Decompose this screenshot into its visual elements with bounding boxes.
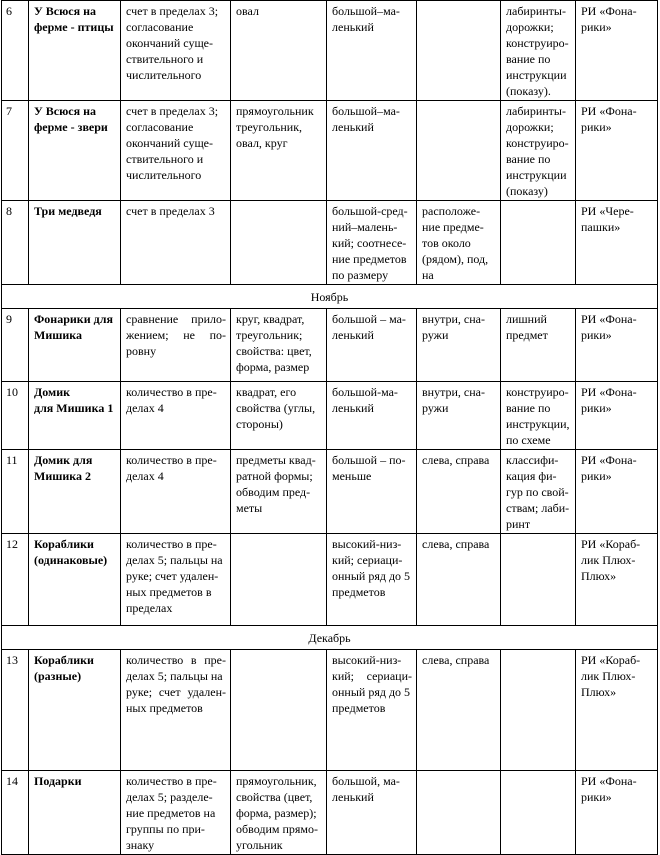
game-cell (576, 201, 658, 285)
cell-line: ферме - звери (34, 120, 108, 134)
cell-line: расположе- (422, 204, 481, 218)
content-count-cell (121, 771, 231, 855)
cell-line: онный ряд до 5 (332, 569, 411, 583)
cell-line: Домик для (34, 453, 93, 467)
cell-line: ленький (332, 790, 374, 804)
table-row (2, 771, 658, 855)
game-cell (576, 1, 658, 101)
cell-line: делах 5; пальцы на (126, 669, 223, 683)
cell-line: РИ «Фона- (581, 4, 637, 18)
cell-line: (рядом), под, (422, 252, 489, 266)
cell-line: руке; счет удален- (126, 569, 219, 583)
cell-line: знаку (126, 838, 155, 852)
content-count-cell (121, 650, 231, 771)
cell-line: стороны) (236, 417, 283, 431)
table-row (2, 1, 658, 101)
cell-line: квадрат, его (236, 385, 297, 399)
cell-line: Три медведя (34, 204, 102, 218)
space-cell (417, 534, 501, 626)
row-number: 8 (2, 201, 29, 285)
logic-cell (501, 450, 576, 534)
cell-line: на (422, 268, 434, 282)
table-row (2, 309, 658, 382)
cell-line: меты (236, 501, 263, 515)
topic-cell (29, 534, 121, 626)
cell-line: Подарки (34, 774, 82, 788)
content-count-cell (121, 309, 231, 382)
cell-line: ние предметов (332, 252, 407, 266)
cell-line: ленький (332, 401, 374, 415)
cell-line: инструкции, (506, 417, 570, 431)
cell-line: вание по (506, 52, 551, 66)
cell-line: обводим пред- (236, 485, 311, 499)
cell-line: (показу). (506, 84, 551, 98)
size-cell (327, 650, 417, 771)
game-cell (576, 650, 658, 771)
game-cell (576, 101, 658, 201)
cell-line: Мишика 2 (34, 469, 92, 483)
topic-cell (29, 771, 121, 855)
cell-line: слева, справа (422, 537, 490, 551)
size-cell (327, 101, 417, 201)
month-header: Декабрь (2, 626, 658, 650)
cell-line: кий; соотнесе- (332, 236, 407, 250)
cell-line: дорожки; (506, 20, 554, 34)
cell-line: гур по свой- (506, 485, 569, 499)
cell-line: большой-сред- (332, 204, 408, 218)
cell-line: угольник (236, 838, 283, 852)
logic-cell (501, 201, 576, 285)
cell-line: лик Плюх- (581, 553, 636, 567)
cell-line: прямоугольник (236, 104, 314, 118)
logic-cell (501, 309, 576, 382)
cell-line: РИ «Фона- (581, 453, 637, 467)
cell-line: треугольник; (236, 328, 303, 342)
cell-line: рики» (581, 401, 612, 415)
logic-cell (501, 1, 576, 101)
cell-line: предметы квад- (236, 453, 316, 467)
topic-cell (29, 382, 121, 450)
space-cell (417, 1, 501, 101)
content-count-cell (121, 201, 231, 285)
cell-line: числительного (126, 68, 202, 82)
cell-line: пашки» (581, 220, 621, 234)
cell-line: РИ «Фона- (581, 774, 637, 788)
cell-line: делах 5; пальцы на (126, 553, 223, 567)
topic-cell (29, 450, 121, 534)
cell-line: дорожки; (506, 120, 554, 134)
cell-line: Кораблики (34, 653, 94, 667)
cell-line: У Всюся на (34, 104, 97, 118)
space-cell (417, 101, 501, 201)
cell-line: сравнение прило- (126, 312, 226, 326)
cell-line: РИ «Фона- (581, 104, 637, 118)
cell-line: группы по при- (126, 822, 205, 836)
cell-line: большой–ма- (332, 104, 400, 118)
cell-line: ровну (126, 344, 157, 358)
logic-cell (501, 650, 576, 771)
row-number: 13 (2, 650, 29, 771)
cell-line: высокий-низ- (332, 653, 402, 667)
cell-line: вание по (506, 401, 551, 415)
table-row (2, 450, 658, 534)
cell-line: количество в пре- (126, 385, 217, 399)
cell-line: ние предметов на (126, 806, 216, 820)
cell-line: предметов (332, 585, 386, 599)
cell-line: Фонарики для (34, 312, 113, 326)
cell-line: круг, квадрат, (236, 312, 305, 326)
cell-line: ных предметов в (126, 585, 212, 599)
content-count-cell (121, 534, 231, 626)
cell-line: согласование (126, 20, 194, 34)
shapes-cell (231, 650, 327, 771)
cell-line: свойства: цвет, (236, 344, 312, 358)
cell-line: ринт (506, 517, 531, 531)
cell-line: лабиринты- (506, 4, 566, 18)
size-cell (327, 1, 417, 101)
size-cell (327, 201, 417, 285)
cell-line: пределах (126, 601, 173, 615)
cell-line: ленький (332, 20, 374, 34)
cell-line: вание по (506, 152, 551, 166)
cell-line: количество в пре- (126, 537, 217, 551)
cell-line: количество в пре- (126, 774, 217, 788)
table-row (2, 382, 658, 450)
logic-cell (501, 534, 576, 626)
cell-line: большой, ма- (332, 774, 400, 788)
topic-cell (29, 309, 121, 382)
cell-line: счет в пределах 3; (126, 4, 219, 18)
cell-line: РИ «Фона- (581, 312, 637, 326)
shapes-cell (231, 101, 327, 201)
row-number: 12 (2, 534, 29, 626)
cell-line: Кораблики (34, 537, 94, 551)
space-cell (417, 650, 501, 771)
space-cell (417, 201, 501, 285)
shapes-cell (231, 309, 327, 382)
cell-line: ленький (332, 328, 374, 342)
cell-line: кий; сериаци- (332, 669, 412, 683)
size-cell (327, 534, 417, 626)
shapes-cell (231, 771, 327, 855)
cell-line: конструиро- (506, 136, 569, 150)
cell-line: по схеме (506, 433, 551, 447)
cell-line: большой-ма- (332, 385, 398, 399)
cell-line: рики» (581, 20, 612, 34)
cell-line: лишний (506, 312, 547, 326)
cell-line: большой – ма- (332, 312, 406, 326)
cell-line: тов около (422, 236, 471, 250)
cell-line: предмет (506, 328, 548, 342)
content-count-cell (121, 382, 231, 450)
cell-line: ферме - птицы (34, 20, 114, 34)
cell-line: форма, размер (236, 360, 310, 374)
cell-line: рики» (581, 469, 612, 483)
cell-line: лик Плюх- (581, 669, 636, 683)
shapes-cell (231, 534, 327, 626)
cell-line: внутри, сна- (422, 385, 485, 399)
cell-line: У Всюся на (34, 4, 97, 18)
space-cell (417, 309, 501, 382)
cell-line: ратной формы; (236, 469, 313, 483)
cell-line: Плюх» (581, 569, 617, 583)
shapes-cell (231, 1, 327, 101)
shapes-cell (231, 450, 327, 534)
cell-line: меньше (332, 469, 372, 483)
space-cell (417, 450, 501, 534)
cell-line: делах 4 (126, 401, 164, 415)
cell-line: обводим прямо- (236, 822, 318, 836)
cell-line: инструкции (506, 168, 567, 182)
cell-line: овал (236, 4, 259, 18)
cell-line: жением; не по- (126, 328, 226, 342)
content-count-cell (121, 1, 231, 101)
cell-line: Домик (34, 385, 71, 399)
cell-line: делах 4 (126, 469, 164, 483)
cell-line: числительного (126, 168, 202, 182)
cell-line: РИ «Чере- (581, 204, 634, 218)
logic-cell (501, 382, 576, 450)
cell-line: ружи (422, 401, 449, 415)
cell-line: ствительного и (126, 152, 204, 166)
row-number: 7 (2, 101, 29, 201)
month-row (2, 285, 658, 309)
cell-line: классифи- (506, 453, 559, 467)
content-count-cell (121, 450, 231, 534)
cell-line: слева, справа (422, 653, 490, 667)
cell-line: ние предме- (422, 220, 484, 234)
game-cell (576, 450, 658, 534)
row-number: 14 (2, 771, 29, 855)
cell-line: (одинаковые) (34, 553, 108, 567)
month-row (2, 626, 658, 650)
cell-line: слева, справа (422, 453, 490, 467)
row-number: 10 (2, 382, 29, 450)
cell-line: ствительного и (126, 52, 204, 66)
cell-line: счет в пределах 3 (126, 204, 215, 218)
table-row (2, 101, 658, 201)
cell-line: ний–малень- (332, 220, 398, 234)
cell-line: кий; сериаци- (332, 553, 403, 567)
logic-cell (501, 771, 576, 855)
cell-line: делах 5; разделе- (126, 790, 213, 804)
content-count-cell (121, 101, 231, 201)
space-cell (417, 382, 501, 450)
cell-line: руке; счет удален- (126, 685, 226, 699)
game-cell (576, 534, 658, 626)
row-number: 11 (2, 450, 29, 534)
cell-line: окончаний суще- (126, 136, 213, 150)
table-row (2, 534, 658, 626)
shapes-cell (231, 382, 327, 450)
cell-line: прямоугольник, (236, 774, 317, 788)
month-header: Ноябрь (2, 285, 658, 309)
cell-line: РИ «Кораб- (581, 653, 641, 667)
logic-cell (501, 101, 576, 201)
size-cell (327, 382, 417, 450)
cell-line: РИ «Фона- (581, 385, 637, 399)
cell-line: количество в пре- (126, 453, 217, 467)
topic-cell (29, 101, 121, 201)
cell-line: онный ряд до 5 (332, 685, 411, 699)
cell-line: треугольник, (236, 120, 303, 134)
cell-line: Плюх» (581, 685, 617, 699)
cell-line: для Мишика 1 (34, 401, 114, 415)
cell-line: (показу) (506, 184, 548, 198)
table-row (2, 201, 658, 285)
table-row (2, 650, 658, 771)
cell-line: счет в пределах 3; (126, 104, 219, 118)
game-cell (576, 382, 658, 450)
cell-line: ружи (422, 328, 449, 342)
cell-line: большой – по- (332, 453, 406, 467)
game-cell (576, 309, 658, 382)
topic-cell (29, 1, 121, 101)
cell-line: Мишика (34, 328, 83, 342)
cell-line: ных предметов (126, 701, 203, 715)
cell-line: кация фи- (506, 469, 557, 483)
size-cell (327, 450, 417, 534)
cell-line: согласование (126, 120, 194, 134)
row-number: 9 (2, 309, 29, 382)
topic-cell (29, 201, 121, 285)
cell-line: свойства (цвет, (236, 790, 313, 804)
cell-line: овал, круг (236, 136, 288, 150)
cell-line: количество в пре- (126, 653, 226, 667)
cell-line: рики» (581, 120, 612, 134)
cell-line: ствам; лаби- (506, 501, 570, 515)
cell-line: инструкции (506, 68, 567, 82)
cell-line: конструиро- (506, 36, 569, 50)
game-cell (576, 771, 658, 855)
topic-cell (29, 650, 121, 771)
cell-line: свойства (углы, (236, 401, 316, 415)
cell-line: высокий-низ- (332, 537, 402, 551)
cell-line: большой–ма- (332, 4, 400, 18)
cell-line: ленький (332, 120, 374, 134)
size-cell (327, 309, 417, 382)
curriculum-table (1, 0, 658, 855)
cell-line: (разные) (34, 669, 82, 683)
cell-line: окончаний суще- (126, 36, 213, 50)
cell-line: рики» (581, 328, 612, 342)
cell-line: конструиро- (506, 385, 569, 399)
cell-line: рики» (581, 790, 612, 804)
cell-line: по размеру (332, 268, 389, 282)
shapes-cell (231, 201, 327, 285)
space-cell (417, 771, 501, 855)
cell-line: предметов (332, 701, 386, 715)
cell-line: лабиринты- (506, 104, 566, 118)
cell-line: внутри, сна- (422, 312, 485, 326)
row-number: 6 (2, 1, 29, 101)
size-cell (327, 771, 417, 855)
cell-line: форма, размер); (236, 806, 317, 820)
cell-line: РИ «Кораб- (581, 537, 641, 551)
